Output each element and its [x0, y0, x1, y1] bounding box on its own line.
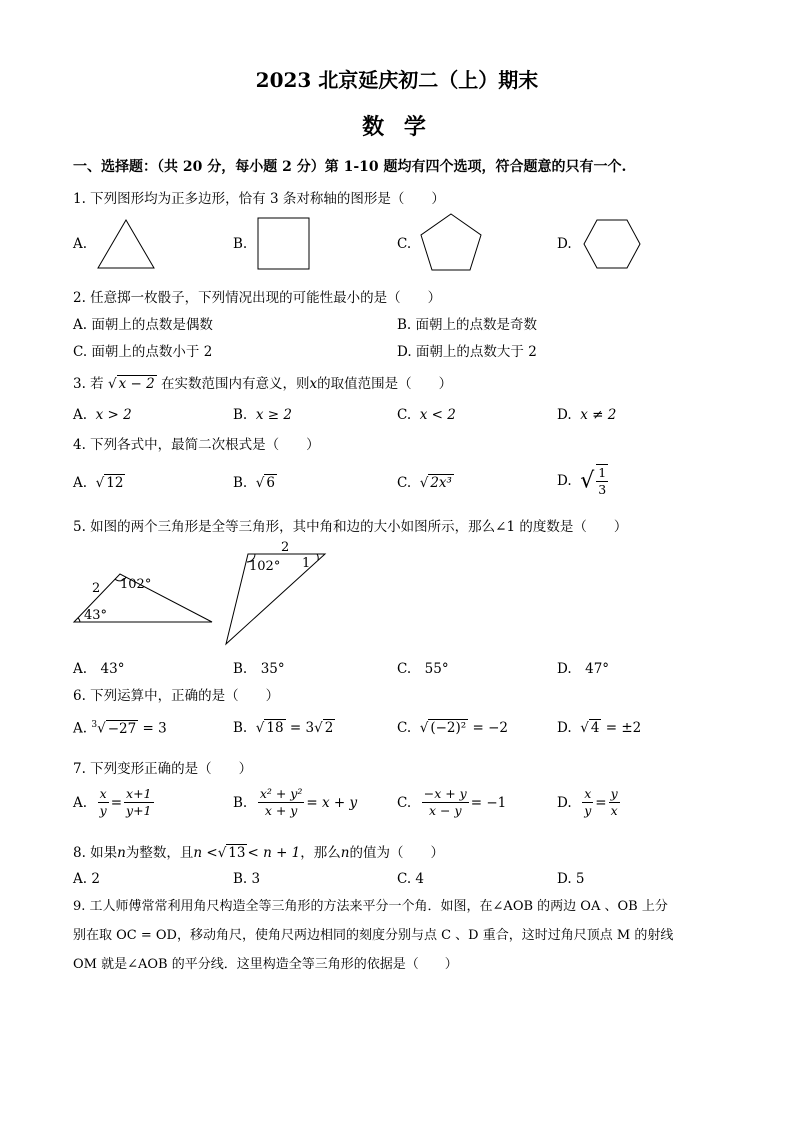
q5-right-angle: 102°: [249, 559, 281, 574]
q2-option-d: D. 面朝上的点数大于 2: [397, 344, 537, 360]
q6-label-d: D.: [557, 720, 572, 736]
q5-option-c: C. 55°: [397, 661, 449, 677]
q6-stem: 6. 下列运算中，正确的是（ ）: [73, 688, 280, 704]
q3-expr-c: x < 2: [419, 407, 456, 423]
q5-right-mark: 1: [302, 556, 311, 571]
q7-label-b: B.: [233, 794, 248, 811]
q6-a-rhs: = 3: [138, 720, 167, 737]
q7-d-n1: x: [584, 786, 592, 801]
q8-var-n: n: [117, 845, 126, 861]
q8-radicand: 13: [228, 845, 246, 861]
q7-a-d1: y: [99, 803, 107, 818]
q4-stem: 4. 下列各式中，最简二次根式是（ ）: [73, 437, 320, 453]
q1-stem: 1. 下列图形均为正多边形，恰有 3 条对称轴的图形是（ ）: [73, 191, 445, 207]
q5-right-side-label: 2: [281, 540, 290, 555]
q3-stem: [73, 372, 452, 392]
q3-sqrt: √ x − 2: [107, 376, 155, 392]
q4-option-c: C. √ 2x³: [397, 475, 452, 491]
q6-option-a: A. $^3$√ −27 = 3: [73, 720, 167, 737]
q3-option-c: [397, 407, 456, 423]
q3-label-c: C.: [397, 407, 412, 423]
q6-d-rhs: = ±2: [601, 720, 642, 736]
q4-label-b: B.: [233, 475, 248, 491]
q6-label-c: C.: [397, 720, 412, 736]
q7-b-n1: x² + y²: [259, 786, 303, 801]
q6-d-radicand: 4: [590, 720, 600, 736]
q9-line1: 9. 工人师傅常常利用角尺构造全等三角形的方法来平分一个角．如图，在∠AOB 的两边 OA 、OB 上分: [73, 899, 668, 914]
q6-label-b: B.: [233, 720, 248, 736]
q7-c-d1: x − y: [428, 803, 462, 818]
q7-c-rhs: = −1: [470, 794, 507, 811]
q5-figure-right: [222, 538, 332, 648]
q3-label-b: B.: [233, 407, 248, 423]
q7-a-frac1: [98, 786, 109, 819]
q8-stem-prefix: 8. 如果: [73, 845, 118, 861]
q4-label-a: A.: [73, 475, 88, 491]
q6-a-radicand: −27: [107, 720, 137, 737]
q3-expr-d: x ≠ 2: [580, 407, 617, 423]
q7-c-frac: [422, 786, 469, 819]
q3-var: x: [309, 376, 318, 392]
q1-label-b: B.: [233, 236, 248, 252]
q6-a-index: 3: [91, 720, 98, 730]
q3-stem-mid: 在实数范围内有意义，则: [160, 376, 310, 392]
q4-option-a: A. √ 12: [73, 475, 124, 491]
q7-c-n1: −x + y: [423, 786, 467, 801]
q2-option-a: A. 面朝上的点数是偶数: [73, 317, 213, 333]
q8-option-c: C. 4: [397, 871, 425, 887]
q4-label-c: C.: [397, 475, 412, 491]
q4-frac-den: 3: [598, 482, 607, 497]
q3-stem-suffix: 的取值范围是（ ）: [317, 376, 453, 392]
q7-label-d: D.: [557, 794, 572, 811]
q8-stem-b: ，那么: [300, 845, 341, 861]
q8-ineq-left: n <: [193, 845, 218, 861]
q3-option-d: [557, 407, 616, 423]
q4-frac-d: [596, 464, 608, 498]
q4-radicand-a: 12: [106, 475, 124, 491]
q1-label-d: D.: [557, 236, 572, 252]
q2-stem: 2. 任意掷一枚骰子，下列情况出现的可能性最小的是（ ）: [73, 290, 442, 306]
q6-option-b: B. √ 18 = 3√ 2: [233, 720, 334, 736]
q6-option-c: C. √ (−2)² = −2: [397, 720, 508, 736]
q7-label-a: A.: [73, 794, 88, 811]
triangle-icon: [96, 218, 156, 270]
q6-b-rhs-radicand: 2: [324, 720, 334, 736]
q8-var-n-2: n: [340, 845, 350, 861]
q3-option-a: [73, 407, 132, 423]
q1-label-a: A.: [73, 236, 88, 252]
q7-label-c: C.: [397, 794, 412, 811]
q4-radicand-c: 2x³: [430, 475, 452, 491]
q8-ineq-right: < n + 1: [247, 845, 301, 861]
q4-label-d: D.: [557, 473, 572, 489]
q4-radicand-b: 6: [266, 475, 275, 491]
subject-title: [0, 110, 794, 141]
q4-option-d: D. √ $\frac{1}{3}$: [557, 465, 607, 497]
q7-b-frac: [258, 786, 305, 819]
q8-stem: 8. 如果n为整数，且n <√ 13 < n + 1，那么n的值为（ ）: [73, 845, 444, 861]
q3-stem-prefix: 3. 若: [73, 376, 104, 392]
q7-a-n2: x+1: [126, 786, 152, 801]
pentagon-icon: [419, 212, 483, 272]
q7-a-frac2: [124, 786, 154, 819]
q6-c-radicand: (−2)²: [430, 720, 467, 736]
square-icon: [257, 217, 311, 271]
q4-frac-num: 1: [598, 465, 607, 480]
q6-option-d: D. √ 4 = ±2: [557, 720, 642, 736]
subject-text: 数 学: [362, 114, 432, 140]
page-title: 2023 北京延庆初二（上）期末: [255, 68, 539, 92]
q8-option-d: D. 5: [557, 871, 585, 887]
q7-d-d2: x: [610, 803, 618, 818]
q8-stem-c: 的值为（ ）: [349, 845, 444, 861]
q7-stem: 7. 下列变形正确的是（ ）: [73, 761, 253, 777]
q1-label-c: C.: [397, 236, 412, 252]
q7-b-d1: x + y: [264, 803, 298, 818]
q7-a-n1: x: [99, 786, 107, 801]
q4-option-b: B. √ 6: [233, 475, 275, 491]
q8-option-a: A. 2: [73, 871, 100, 887]
q7-d-d1: y: [584, 803, 592, 818]
q3-label-a: A.: [73, 407, 88, 423]
q7-d-frac1: [582, 786, 593, 819]
q5-left-bottom-angle: 43°: [84, 608, 108, 623]
q7-b-rhs: = x + y: [306, 794, 358, 811]
q7-option-a: A. $\frac{x}{y}$ = $\frac{x+1}{y+1}$: [73, 786, 152, 818]
q3-expr-b: x ≥ 2: [255, 407, 292, 423]
q6-c-rhs: = −2: [468, 720, 508, 736]
q5-left-top-angle: 102°: [120, 577, 152, 592]
q3-label-d: D.: [557, 407, 572, 423]
q6-b-radicand: 18: [266, 720, 284, 736]
q8-stem-a: 为整数，且: [125, 845, 194, 861]
q7-d-n2: y: [610, 786, 618, 801]
q3-option-b: [233, 407, 292, 423]
q7-option-d: D. $\frac{x}{y}$ = $\frac{y}{x}$: [557, 786, 618, 818]
q8-option-b: B. 3: [233, 871, 261, 887]
q7-option-b: [233, 786, 357, 819]
q7-option-c: [397, 786, 506, 819]
hexagon-icon: [582, 218, 642, 270]
q2-option-b: B. 面朝上的点数是奇数: [397, 317, 538, 333]
q5-option-d: D. 47°: [557, 661, 610, 677]
q5-option-b: B. 35°: [233, 661, 285, 677]
q2-option-c: C. 面朝上的点数小于 2: [73, 344, 213, 360]
section-heading: 一、选择题：（共 20 分，每小题 2 分）第 1-10 题均有四个选项，符合题意的只有一个.: [73, 159, 627, 175]
q9-line2: 别在取 OC = OD，移动角尺，使角尺两边相同的刻度分别与点 C 、D 重合，这时过角尺顶点 M 的射线: [73, 928, 674, 943]
q5-option-a: A. 43°: [73, 661, 125, 677]
q9-line3: OM 就是∠AOB 的平分线．这里构造全等三角形的依据是（ ）: [73, 957, 458, 972]
q5-figure-left: [70, 560, 220, 630]
q6-label-a: A.: [73, 720, 88, 737]
q5-left-side-label: 2: [92, 581, 101, 596]
q3-radicand: x − 2: [118, 376, 155, 392]
q7-d-frac2: [609, 786, 620, 819]
q7-a-d2: y+1: [126, 803, 152, 818]
q6-b-rhs: = 3: [285, 720, 315, 736]
q5-stem: 5. 如图的两个三角形是全等三角形，其中角和边的大小如图所示，那么∠1 的度数是（ ）: [73, 519, 628, 535]
q3-expr-a: x > 2: [95, 407, 132, 423]
